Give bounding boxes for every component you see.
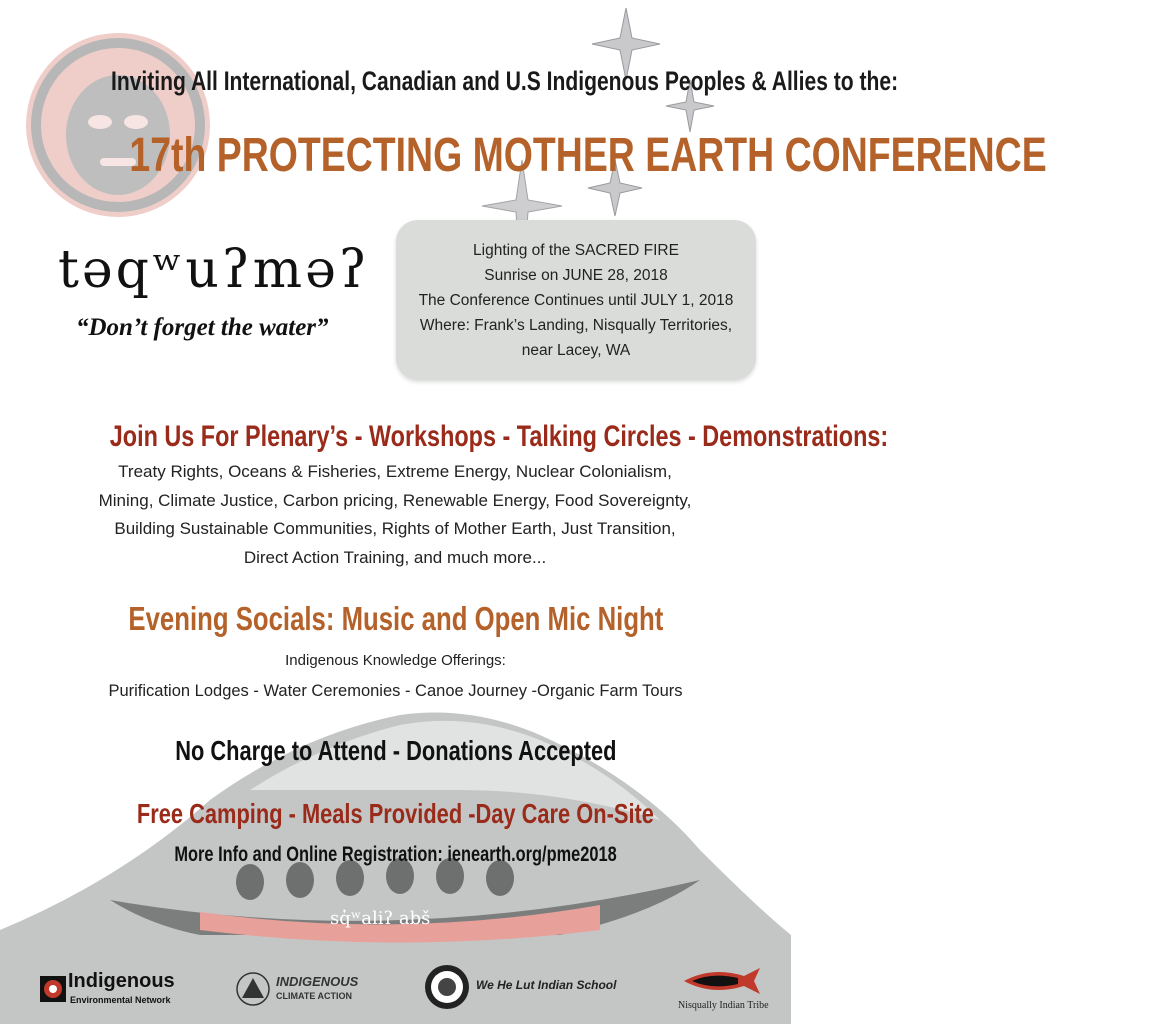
ica-subtitle: CLIMATE ACTION (276, 991, 352, 1001)
info-line-location: Where: Frank’s Landing, Nisqually Territories, (419, 316, 733, 334)
school-seal-icon (424, 964, 470, 1010)
ien-logo (40, 968, 180, 1010)
school-name: We He Lut Indian School (476, 978, 617, 992)
join-heading: Join Us For Plenary’s - Workshops - Talking Circles - Demonstrations: (109, 420, 889, 453)
nisqually-name: Nisqually Indian Tribe (678, 1000, 769, 1011)
ien-subtitle: Environmental Network (70, 995, 171, 1005)
canoe-label: sq̓ʷaliʔ abš (330, 908, 431, 929)
ica-name: INDIGENOUS (276, 974, 359, 989)
lushootseed-word: təqʷuʔməʔ (58, 240, 370, 300)
knowledge-offerings-list: Purification Lodges - Water Ceremonies - Canoe Journey -Organic Farm Tours (108, 682, 683, 700)
ica-triangle-icon (236, 972, 270, 1006)
no-charge-notice: No Charge to Attend - Donations Accepted (174, 735, 617, 766)
info-line-sacred-fire: Lighting of the SACRED FIRE (473, 241, 679, 259)
evening-heading: Evening Socials: Music and Open Mic Night (128, 600, 663, 637)
free-camping-notice: Free Camping - Meals Provided -Day Care On-Site (136, 798, 655, 829)
ien-emblem-icon (40, 976, 66, 1002)
info-line-city: near Lacey, WA (521, 341, 631, 359)
info-line-sunrise: Sunrise on JUNE 28, 2018 (484, 266, 668, 284)
event-info-box (396, 220, 756, 380)
school-logo (424, 962, 624, 1012)
sun-mask-icon (26, 33, 210, 217)
ica-logo (236, 970, 366, 1010)
topics-list: Treaty Rights, Oceans & Fisheries, Extreme Energy, Nuclear Colonialism, Mining, Climate Justice, Carbon pricing, Renewable Energy, Food Sovereignty, Building Sustainable Communities, Rights of Mother Earth, Just Transition, Direct Action Training, and much more... (98, 462, 692, 567)
salmon-icon (682, 966, 762, 996)
registration-info: More Info and Online Registration: ienearth.org/pme2018 (174, 843, 617, 866)
tagline: “Don’t forget the water” (76, 314, 329, 341)
info-line-dates: The Conference Continues until JULY 1, 2018 (418, 291, 734, 309)
invite-line: Inviting All International, Canadian and U.S Indigenous Peoples & Allies to the: (111, 66, 899, 96)
knowledge-offerings-label: Indigenous Knowledge Offerings: (285, 652, 506, 669)
page-title: 17th PROTECTING MOTHER EARTH CONFERENCE (129, 129, 1047, 182)
ien-name: Indigenous (68, 970, 175, 992)
nisqually-logo (668, 966, 778, 1014)
